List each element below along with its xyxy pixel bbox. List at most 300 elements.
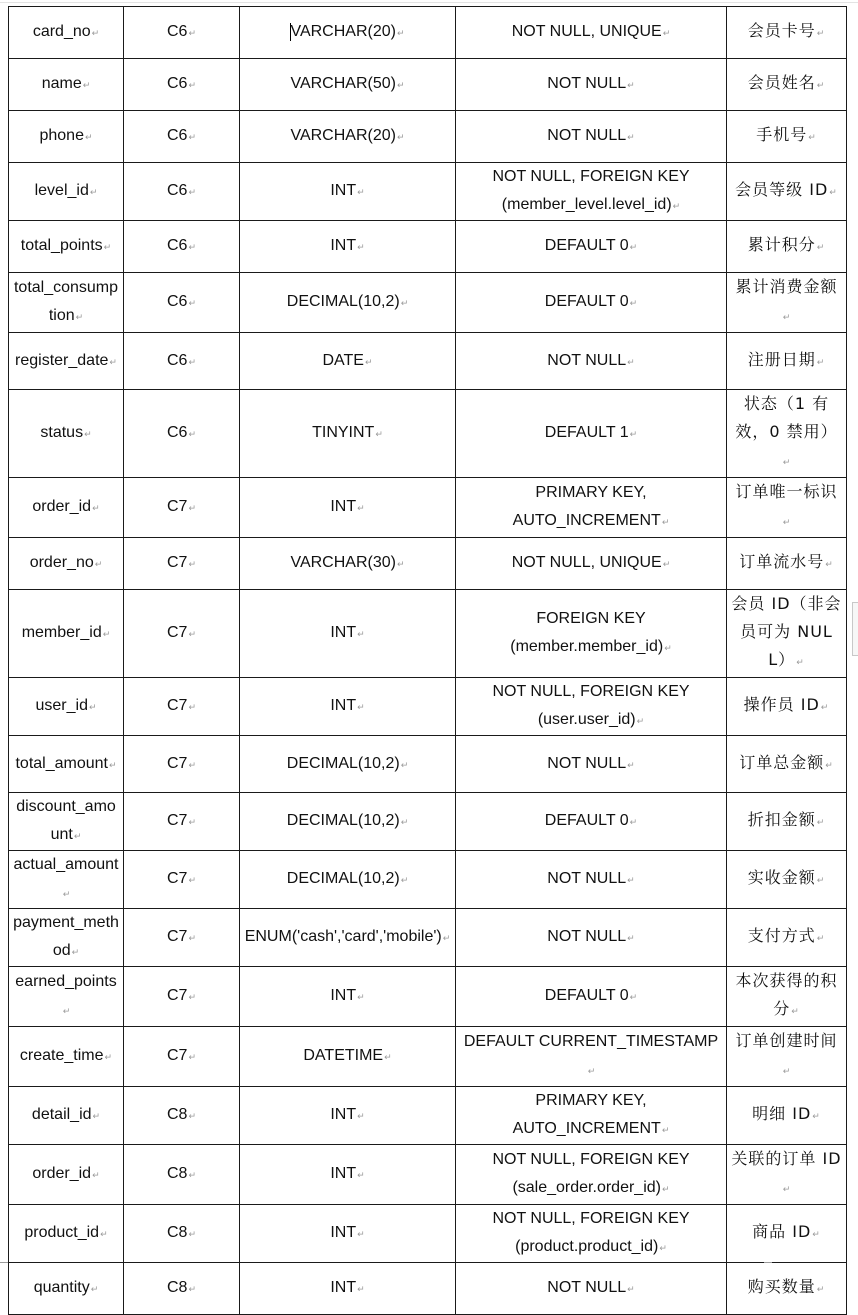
data-type-cell[interactable] xyxy=(240,1087,456,1145)
paragraph-mark-icon: ↵ xyxy=(188,132,196,142)
data-type-cell[interactable] xyxy=(240,909,456,967)
schema-table xyxy=(8,6,847,1315)
table-code-cell[interactable] xyxy=(124,390,240,478)
paragraph-mark-icon: ↵ xyxy=(629,298,638,308)
data-type-cell-text: VARCHAR(30) xyxy=(290,554,396,571)
paragraph-mark-icon: ↵ xyxy=(627,933,635,943)
paragraph-mark-icon: ↵ xyxy=(88,702,97,712)
field-name-cell[interactable] xyxy=(9,909,124,967)
description-cell-text: 注册日期 xyxy=(747,349,816,369)
data-type-cell[interactable] xyxy=(240,273,456,333)
constraint-cell[interactable] xyxy=(456,678,727,736)
table-code-cell[interactable] xyxy=(124,678,240,736)
field-name-cell[interactable] xyxy=(9,967,124,1027)
table-code-cell[interactable] xyxy=(124,163,240,221)
paragraph-mark-icon: ↵ xyxy=(102,629,111,639)
paragraph-mark-icon: ↵ xyxy=(808,133,817,143)
table-code-cell-text: C8 xyxy=(167,1106,188,1123)
field-name-cell-text: register_date xyxy=(15,351,109,369)
paragraph-mark-icon: ↵ xyxy=(627,80,635,90)
paragraph-mark-icon: ↵ xyxy=(659,1243,667,1253)
paragraph-mark-icon: ↵ xyxy=(357,242,365,252)
table-code-cell[interactable] xyxy=(124,59,240,111)
paragraph-mark-icon: ↵ xyxy=(82,80,91,90)
paragraph-mark-icon: ↵ xyxy=(92,503,100,513)
constraint-cell[interactable] xyxy=(456,7,727,59)
paragraph-mark-icon: ↵ xyxy=(357,992,365,1002)
paragraph-mark-icon: ↵ xyxy=(188,187,196,197)
data-type-cell[interactable] xyxy=(240,333,456,390)
paragraph-mark-icon: ↵ xyxy=(627,875,635,885)
paragraph-mark-icon: ↵ xyxy=(636,716,645,726)
field-name-cell-text: card_no xyxy=(32,23,91,40)
table-row xyxy=(9,1263,847,1315)
constraint-cell[interactable] xyxy=(456,736,727,793)
paragraph-mark-icon: ↵ xyxy=(629,817,638,827)
constraint-line: NOT NULL, UNIQUE xyxy=(511,23,662,40)
table-code-cell[interactable] xyxy=(124,7,240,59)
data-type-cell-text: VARCHAR(20) xyxy=(290,23,396,40)
paragraph-mark-icon: ↵ xyxy=(188,242,196,252)
field-name-cell-text: order_id xyxy=(32,1165,92,1182)
paragraph-mark-icon: ↵ xyxy=(400,298,409,308)
constraint-line: NOT NULL xyxy=(547,127,627,144)
constraint-cell[interactable] xyxy=(456,793,727,851)
scrollbar-handle[interactable] xyxy=(852,602,858,656)
constraint-cell[interactable] xyxy=(456,333,727,390)
paragraph-mark-icon: ↵ xyxy=(188,503,196,513)
data-type-cell[interactable] xyxy=(240,967,456,1027)
paragraph-mark-icon: ↵ xyxy=(188,356,196,367)
paragraph-mark-icon: ↵ xyxy=(357,1284,365,1294)
paragraph-mark-icon: ↵ xyxy=(816,934,826,944)
description-cell[interactable] xyxy=(727,909,847,967)
table-code-cell[interactable] xyxy=(124,478,240,538)
paragraph-mark-icon: ↵ xyxy=(825,760,834,771)
field-name-cell[interactable] xyxy=(9,1145,124,1205)
field-name-cell[interactable] xyxy=(9,1205,124,1263)
table-row xyxy=(9,59,847,111)
table-code-cell-text: C7 xyxy=(167,928,188,945)
description-cell[interactable] xyxy=(727,163,847,221)
data-type-cell[interactable] xyxy=(240,59,456,111)
table-row xyxy=(9,1027,847,1087)
paragraph-mark-icon: ↵ xyxy=(357,702,365,712)
description-cell[interactable] xyxy=(727,1027,847,1087)
field-name-cell[interactable] xyxy=(9,736,124,793)
description-cell[interactable] xyxy=(727,7,847,59)
field-name-cell[interactable] xyxy=(9,851,124,909)
data-type-cell-text: INT xyxy=(330,624,357,641)
paragraph-mark-icon: ↵ xyxy=(396,80,405,90)
table-code-cell[interactable] xyxy=(124,1263,240,1315)
constraint-cell[interactable] xyxy=(456,909,727,967)
constraint-cell[interactable] xyxy=(456,1145,727,1205)
table-row xyxy=(9,111,847,163)
description-cell[interactable] xyxy=(727,538,847,590)
data-type-cell[interactable] xyxy=(240,590,456,678)
paragraph-mark-icon: ↵ xyxy=(188,875,196,885)
paragraph-mark-icon: ↵ xyxy=(357,1229,365,1239)
paragraph-mark-icon: ↵ xyxy=(109,356,117,367)
description-cell-text: 手机号 xyxy=(756,125,808,144)
paragraph-mark-icon: ↵ xyxy=(188,817,196,827)
paragraph-mark-icon: ↵ xyxy=(812,1112,821,1122)
constraint-line: DEFAULT 0 xyxy=(544,293,629,310)
description-cell[interactable] xyxy=(727,111,847,163)
field-name-cell-text: detail_id xyxy=(31,1106,92,1123)
data-type-cell[interactable] xyxy=(240,111,456,163)
paragraph-mark-icon: ↵ xyxy=(84,132,93,142)
field-name-cell[interactable] xyxy=(9,1263,124,1315)
constraint-cell[interactable] xyxy=(456,538,727,590)
paragraph-mark-icon: ↵ xyxy=(662,28,671,38)
paragraph-mark-icon: ↵ xyxy=(825,560,834,570)
table-row xyxy=(9,1145,847,1205)
paragraph-mark-icon: ↵ xyxy=(188,992,196,1002)
description-cell-text: 本次获得的积分 xyxy=(735,971,838,1018)
table-row xyxy=(9,678,847,736)
table-row xyxy=(9,1087,847,1145)
field-name-cell[interactable] xyxy=(9,1087,124,1145)
constraint-line: PRIMARY KEY, xyxy=(535,484,647,501)
field-name-cell-text: level_id xyxy=(34,182,89,199)
constraint-cell[interactable] xyxy=(456,163,727,221)
data-type-cell-text: ENUM('cash','card','mobile') xyxy=(244,928,442,945)
table-row xyxy=(9,478,847,538)
description-cell[interactable] xyxy=(727,736,847,793)
field-name-cell-text: member_id xyxy=(21,624,102,641)
paragraph-mark-icon: ↵ xyxy=(672,201,681,211)
field-name-cell-text: product_id xyxy=(24,1224,100,1241)
constraint-line: DEFAULT 1 xyxy=(544,424,629,441)
field-name-cell[interactable] xyxy=(9,273,124,333)
paragraph-mark-icon: ↵ xyxy=(71,947,80,957)
data-type-cell[interactable] xyxy=(240,478,456,538)
data-type-cell-text: INT xyxy=(330,498,357,515)
constraint-cell[interactable] xyxy=(456,1087,727,1145)
table-row xyxy=(9,1205,847,1263)
field-name-cell[interactable] xyxy=(9,478,124,538)
table-code-cell-text: C6 xyxy=(167,127,188,144)
field-name-cell-text: phone xyxy=(39,127,84,144)
constraint-line: NOT NULL xyxy=(547,928,627,945)
table-row xyxy=(9,736,847,793)
paragraph-mark-icon: ↵ xyxy=(188,1111,196,1121)
description-cell[interactable] xyxy=(727,59,847,111)
constraint-line: NOT NULL, FOREIGN KEY xyxy=(492,683,690,700)
table-row xyxy=(9,221,847,273)
description-cell-text: 累计消费金额 xyxy=(735,277,838,296)
paragraph-mark-icon: ↵ xyxy=(442,933,451,943)
table-code-cell[interactable] xyxy=(124,1205,240,1263)
page-corner-mark xyxy=(0,1256,8,1263)
data-type-cell-text: INT xyxy=(330,1224,357,1241)
description-cell[interactable] xyxy=(727,1263,847,1315)
paragraph-mark-icon: ↵ xyxy=(188,298,196,308)
field-name-cell[interactable] xyxy=(9,59,124,111)
field-name-cell-text: user_id xyxy=(35,697,88,714)
paragraph-mark-icon: ↵ xyxy=(400,817,409,827)
data-type-cell[interactable] xyxy=(240,1145,456,1205)
description-cell[interactable] xyxy=(727,273,847,333)
paragraph-mark-icon: ↵ xyxy=(782,1067,792,1077)
paragraph-mark-icon: ↵ xyxy=(188,629,196,639)
field-name-cell[interactable] xyxy=(9,793,124,851)
constraint-cell[interactable] xyxy=(456,273,727,333)
constraint-line: NOT NULL xyxy=(547,870,627,887)
paragraph-mark-icon: ↵ xyxy=(629,992,638,1002)
table-code-cell[interactable] xyxy=(124,736,240,793)
table-code-cell-text: C8 xyxy=(167,1165,188,1182)
data-type-cell[interactable] xyxy=(240,538,456,590)
field-name-cell[interactable] xyxy=(9,221,124,273)
data-type-cell-text: INT xyxy=(330,182,357,199)
paragraph-mark-icon: ↵ xyxy=(357,629,365,639)
constraint-line: NOT NULL, FOREIGN KEY xyxy=(492,1210,690,1227)
paragraph-mark-icon: ↵ xyxy=(188,1229,196,1239)
description-cell-text: 订单唯一标识 xyxy=(735,482,838,501)
field-name-cell-text: total_amount xyxy=(15,754,108,772)
description-cell-text: 会员卡号 xyxy=(747,21,816,40)
table-code-cell-text: C8 xyxy=(167,1279,188,1296)
description-cell-text: 支付方式 xyxy=(747,926,816,945)
paragraph-mark-icon: ↵ xyxy=(188,429,196,439)
table-row xyxy=(9,590,847,678)
constraint-line: PRIMARY KEY, xyxy=(535,1092,647,1109)
paragraph-mark-icon: ↵ xyxy=(816,818,826,828)
table-code-cell[interactable] xyxy=(124,967,240,1027)
data-type-cell[interactable] xyxy=(240,7,456,59)
field-name-cell[interactable] xyxy=(9,390,124,478)
data-type-cell-text: DATE xyxy=(322,351,364,369)
paragraph-mark-icon: ↵ xyxy=(104,1052,113,1062)
field-name-cell[interactable] xyxy=(9,1027,124,1087)
field-name-cell[interactable] xyxy=(9,163,124,221)
constraint-line: (user.user_id) xyxy=(537,711,636,728)
constraint-cell[interactable] xyxy=(456,1027,727,1087)
field-name-cell-text: total_consumption xyxy=(13,279,119,324)
description-cell[interactable] xyxy=(727,478,847,538)
paragraph-mark-icon: ↵ xyxy=(396,559,405,569)
description-cell[interactable] xyxy=(727,590,847,678)
paragraph-mark-icon: ↵ xyxy=(816,357,826,368)
description-cell-text: 关联的订单 ID xyxy=(731,1149,842,1168)
constraint-cell[interactable] xyxy=(456,111,727,163)
description-cell-text: 会员姓名 xyxy=(747,73,816,92)
field-name-cell-text: total_points xyxy=(20,237,103,254)
paragraph-mark-icon: ↵ xyxy=(73,831,82,841)
constraint-cell[interactable] xyxy=(456,221,727,273)
table-row xyxy=(9,333,847,390)
field-name-cell[interactable] xyxy=(9,590,124,678)
paragraph-mark-icon: ↵ xyxy=(816,243,826,253)
constraint-line: DEFAULT 0 xyxy=(544,812,629,829)
field-name-cell-text: status xyxy=(40,424,84,441)
table-code-cell[interactable] xyxy=(124,333,240,390)
data-type-cell[interactable] xyxy=(240,221,456,273)
table-code-cell[interactable] xyxy=(124,1027,240,1087)
description-cell-text: 订单总金额 xyxy=(739,752,825,772)
description-cell[interactable] xyxy=(727,1087,847,1145)
paragraph-mark-icon: ↵ xyxy=(816,29,826,39)
paragraph-mark-icon: ↵ xyxy=(661,1184,670,1194)
table-code-cell[interactable] xyxy=(124,538,240,590)
data-type-cell-text: VARCHAR(20) xyxy=(290,127,396,144)
table-code-cell[interactable] xyxy=(124,851,240,909)
constraint-line: (member_level.level_id) xyxy=(501,196,672,213)
table-code-cell[interactable] xyxy=(124,111,240,163)
description-cell-text: 实收金额 xyxy=(747,868,816,887)
paragraph-mark-icon: ↵ xyxy=(62,889,71,899)
field-name-cell[interactable] xyxy=(9,538,124,590)
paragraph-mark-icon: ↵ xyxy=(91,28,100,38)
description-cell[interactable] xyxy=(727,793,847,851)
paragraph-mark-icon: ↵ xyxy=(627,1284,635,1294)
data-type-cell[interactable] xyxy=(240,1205,456,1263)
paragraph-mark-icon: ↵ xyxy=(400,875,409,885)
data-type-cell-text: TINYINT xyxy=(312,424,375,441)
paragraph-mark-icon: ↵ xyxy=(400,759,409,770)
description-cell-text: 操作员 ID xyxy=(743,695,820,714)
description-cell[interactable] xyxy=(727,967,847,1027)
table-code-cell-text: C6 xyxy=(167,424,188,441)
paragraph-mark-icon: ↵ xyxy=(661,1125,670,1135)
constraint-line: NOT NULL xyxy=(547,351,627,369)
field-name-cell[interactable] xyxy=(9,333,124,390)
constraint-line: NOT NULL, FOREIGN KEY xyxy=(492,168,690,185)
data-type-cell-text: VARCHAR(50) xyxy=(290,75,396,92)
table-code-cell[interactable] xyxy=(124,221,240,273)
paragraph-mark-icon: ↵ xyxy=(627,356,635,367)
description-cell-text: 购买数量 xyxy=(747,1277,816,1296)
table-code-cell[interactable] xyxy=(124,1087,240,1145)
description-cell-text: 商品 ID xyxy=(752,1222,812,1241)
data-type-cell[interactable] xyxy=(240,851,456,909)
paragraph-mark-icon: ↵ xyxy=(103,242,112,252)
paragraph-mark-icon: ↵ xyxy=(627,759,635,770)
description-cell[interactable] xyxy=(727,678,847,736)
paragraph-mark-icon: ↵ xyxy=(396,28,405,38)
constraint-cell[interactable] xyxy=(456,59,727,111)
paragraph-mark-icon: ↵ xyxy=(357,503,365,513)
paragraph-mark-icon: ↵ xyxy=(782,518,792,528)
description-cell[interactable] xyxy=(727,1145,847,1205)
paragraph-mark-icon: ↵ xyxy=(90,1284,99,1294)
paragraph-mark-icon: ↵ xyxy=(664,643,672,653)
paragraph-mark-icon: ↵ xyxy=(812,1230,821,1240)
table-code-cell[interactable] xyxy=(124,590,240,678)
paragraph-mark-icon: ↵ xyxy=(816,876,826,886)
constraint-cell[interactable] xyxy=(456,390,727,478)
data-type-cell[interactable] xyxy=(240,1027,456,1087)
constraint-cell[interactable] xyxy=(456,478,727,538)
paragraph-mark-icon: ↵ xyxy=(782,458,792,468)
description-cell-text: 订单流水号 xyxy=(739,552,825,571)
paragraph-mark-icon: ↵ xyxy=(629,242,638,252)
data-type-cell[interactable] xyxy=(240,163,456,221)
data-type-cell[interactable] xyxy=(240,736,456,793)
data-type-cell-text: INT xyxy=(330,1279,357,1296)
constraint-line: DEFAULT 0 xyxy=(544,987,629,1004)
data-type-cell[interactable] xyxy=(240,793,456,851)
table-code-cell[interactable] xyxy=(124,793,240,851)
field-name-cell-text: order_no xyxy=(29,554,94,571)
paragraph-mark-icon: ↵ xyxy=(75,312,84,322)
paragraph-mark-icon: ↵ xyxy=(100,1229,108,1239)
table-code-cell-text: C7 xyxy=(167,697,188,714)
field-name-cell-text: actual_amount xyxy=(13,856,119,873)
table-code-cell-text: C8 xyxy=(167,1224,188,1241)
paragraph-mark-icon: ↵ xyxy=(188,1284,196,1294)
paragraph-mark-icon: ↵ xyxy=(357,1170,365,1180)
paragraph-mark-icon: ↵ xyxy=(188,559,196,569)
paragraph-mark-icon: ↵ xyxy=(782,1185,792,1195)
constraint-cell[interactable] xyxy=(456,967,727,1027)
table-code-cell-text: C6 xyxy=(167,351,188,369)
field-name-cell-text: order_id xyxy=(32,498,92,515)
table-row xyxy=(9,390,847,478)
constraint-line: (member.member_id) xyxy=(510,638,664,655)
table-code-cell[interactable] xyxy=(124,273,240,333)
paragraph-mark-icon: ↵ xyxy=(662,559,671,569)
table-code-cell-text: C7 xyxy=(167,987,188,1004)
data-type-cell[interactable] xyxy=(240,1263,456,1315)
page-corner-mark xyxy=(764,1256,772,1263)
description-cell[interactable] xyxy=(727,221,847,273)
field-name-cell[interactable] xyxy=(9,678,124,736)
paragraph-mark-icon: ↵ xyxy=(357,1111,365,1121)
data-type-cell-text: INT xyxy=(330,1165,357,1182)
constraint-line: NOT NULL xyxy=(547,754,627,772)
description-cell-text: 折扣金额 xyxy=(747,810,816,829)
table-row xyxy=(9,163,847,221)
description-cell[interactable] xyxy=(727,333,847,390)
table-code-cell-text: C6 xyxy=(167,293,188,310)
field-name-cell[interactable] xyxy=(9,111,124,163)
description-cell[interactable] xyxy=(727,1205,847,1263)
data-type-cell-text: DECIMAL(10,2) xyxy=(286,293,400,310)
constraint-cell[interactable] xyxy=(456,1263,727,1315)
paragraph-mark-icon: ↵ xyxy=(816,1285,826,1295)
table-code-cell-text: C6 xyxy=(167,182,188,199)
description-cell[interactable] xyxy=(727,851,847,909)
table-code-cell-text: C7 xyxy=(167,1047,188,1064)
paragraph-mark-icon: ↵ xyxy=(94,559,103,569)
table-code-cell[interactable] xyxy=(124,909,240,967)
paragraph-mark-icon: ↵ xyxy=(791,1007,800,1017)
constraint-cell[interactable] xyxy=(456,851,727,909)
constraint-cell[interactable] xyxy=(456,1205,727,1263)
data-type-cell[interactable] xyxy=(240,390,456,478)
paragraph-mark-icon: ↵ xyxy=(108,759,117,770)
description-cell-text: 累计积分 xyxy=(747,235,816,254)
table-code-cell[interactable] xyxy=(124,1145,240,1205)
paragraph-mark-icon: ↵ xyxy=(188,80,196,90)
data-type-cell[interactable] xyxy=(240,678,456,736)
paragraph-mark-icon: ↵ xyxy=(396,132,405,142)
field-name-cell-text: discount_amount xyxy=(16,798,116,843)
constraint-line: DEFAULT 0 xyxy=(544,237,629,254)
field-name-cell[interactable] xyxy=(9,7,124,59)
description-cell-text: 明细 ID xyxy=(752,1104,812,1123)
paragraph-mark-icon: ↵ xyxy=(188,702,196,712)
table-row xyxy=(9,851,847,909)
description-cell-text: 状态（1 有效，0 禁用） xyxy=(735,394,838,441)
constraint-cell[interactable] xyxy=(456,590,727,678)
data-type-cell-text: DECIMAL(10,2) xyxy=(286,812,400,829)
description-cell[interactable] xyxy=(727,390,847,478)
